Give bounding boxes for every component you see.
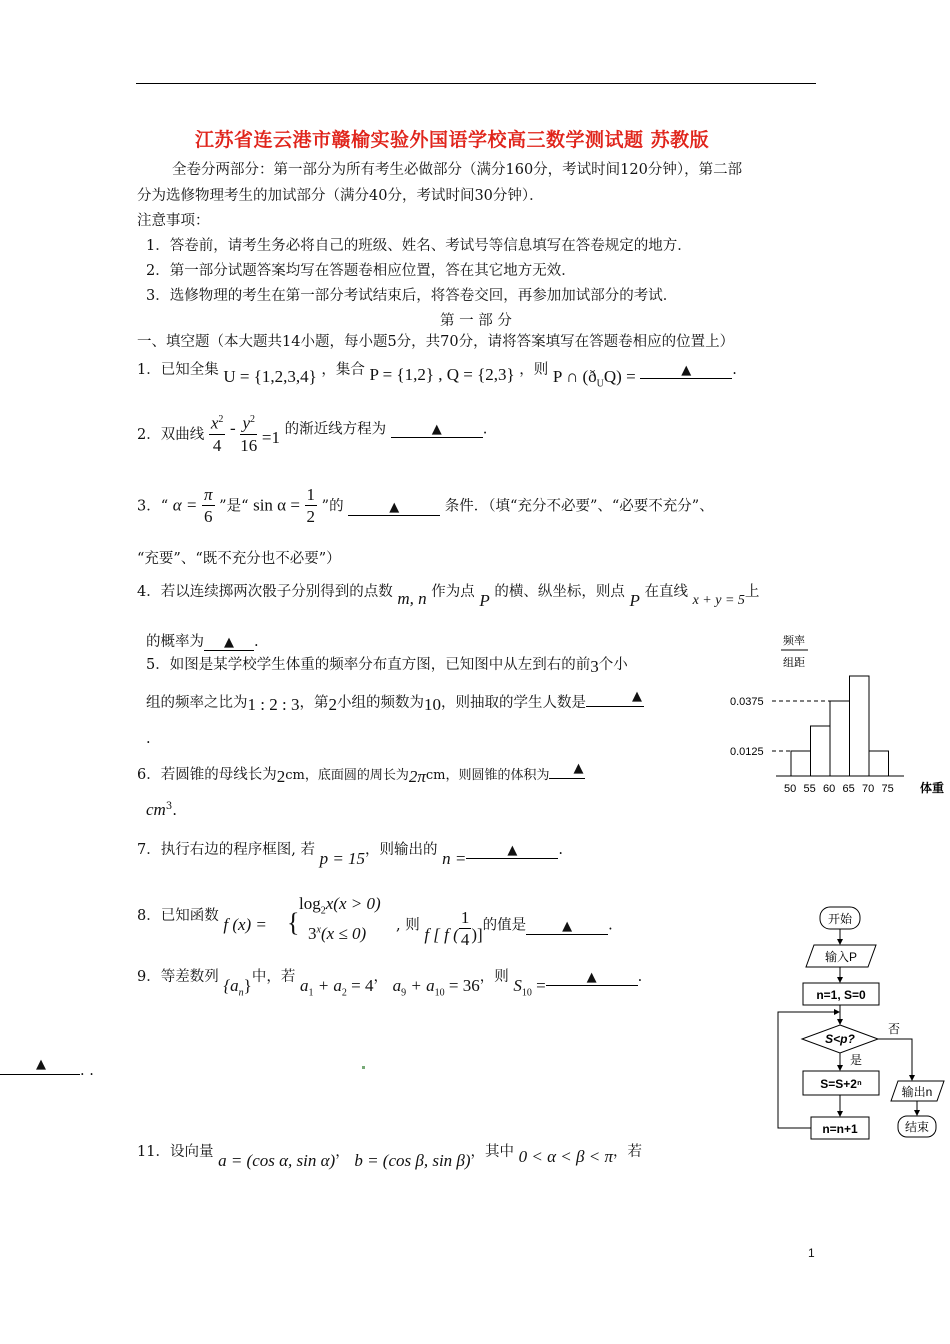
answer-blank-6 [549, 762, 585, 779]
flow-output-label: 输出n [901, 1085, 933, 1099]
q6-text-2: cm，底面圆的周长为 [285, 768, 409, 783]
hist-bar-65-70 [850, 676, 870, 776]
q9-seq-sub: n [238, 987, 244, 999]
question-7 [137, 838, 563, 868]
q8-log-base: 2 [320, 905, 326, 917]
q11-vector-b: b = (cos β, sin β) [354, 1151, 471, 1170]
q9-s: S [513, 976, 522, 995]
q9-text-3: ，则 [479, 969, 509, 985]
q8-close: )] [471, 924, 483, 944]
q7-text-2: ，则输出的 [365, 842, 438, 858]
q4-text-4: 在直线 [644, 584, 688, 600]
header-rule [136, 83, 816, 84]
q9-a10: + a [406, 976, 435, 995]
q9-a9-sub: 9 [401, 987, 407, 999]
q1-sets: P = {1,2} , Q = {2,3} [369, 365, 515, 384]
flow-start-label: 开始 [827, 912, 853, 926]
q8-brace: { [287, 908, 300, 937]
question-1 [137, 358, 737, 390]
triangle-marker: ▲ [431, 422, 442, 438]
q9-eq-4: = 4 [346, 976, 374, 995]
hist-bar-50-55 [791, 751, 811, 776]
q1-text: 1．已知全集 [137, 362, 219, 378]
q5-text-2: 个小 [598, 657, 628, 673]
question-10-fragment [0, 1058, 94, 1079]
q5-text-6: ，则抽取的学生人数是 [440, 695, 586, 711]
q2-text-2: 的渐近线方程为 [284, 421, 387, 438]
answer-blank-7 [466, 842, 558, 859]
q4-line-2 [146, 630, 259, 651]
q9-a1: a [299, 976, 309, 995]
q1-expr: P ∩ (ð [552, 367, 597, 386]
hist-xlabel: 体重 [920, 781, 945, 795]
hist-x-tick-label: 75 [881, 783, 894, 795]
q9-end: . [637, 969, 643, 985]
q8-exp-x: x [316, 924, 321, 936]
q4-point-p-2: P [629, 591, 640, 610]
q11-text: 11．设向量 [137, 1144, 214, 1160]
flow-input-label: 输入P [824, 950, 858, 964]
q9-text-2: 中，若 [251, 969, 296, 985]
answer-blank-2 [391, 421, 483, 438]
q8-case-1-cond: x(x > 0) [325, 894, 381, 913]
q6-unit [146, 800, 177, 820]
flow-no-label: 否 [888, 1022, 901, 1036]
q11-sep: ， [335, 1144, 350, 1160]
q4-text: 4．若以连续掷两次骰子分别得到的点数 [137, 584, 393, 600]
q4-text-5: 上 [744, 584, 760, 600]
q8-end: . [608, 917, 613, 934]
q5-text-5: 小组的频数为 [336, 695, 424, 711]
flow-end-label: 结束 [904, 1120, 930, 1134]
hist-x-tick-label: 50 [784, 783, 797, 795]
q3-denom-2: 2 [306, 507, 316, 526]
notice-2: 2．第一部分试题答案均写在答题卷相应位置，答在其它地方无效． [146, 263, 576, 279]
q2-text: 2．双曲线 [137, 427, 205, 444]
q11-text-2: ，其中 [470, 1144, 515, 1160]
q8-denom-4: 4 [460, 930, 470, 949]
question-5 [146, 653, 628, 674]
q1-universal-set: U = {1,2,3,4} [223, 367, 317, 386]
flowchart [772, 903, 947, 1158]
q3-num-1: 1 [306, 485, 316, 504]
q6-cm-exp: 3 [165, 801, 173, 812]
triangle-marker: ▲ [573, 761, 584, 776]
q3-text-4: 条件．（填“充分不必要”、“必要不充分”、 [444, 498, 714, 515]
question-8 [137, 904, 267, 934]
question-9 [137, 965, 643, 999]
q9-a9: a [392, 976, 402, 995]
triangle-marker: ▲ [681, 363, 692, 378]
q9-s-sub: 10 [521, 987, 532, 999]
q9-seq-close: } [243, 976, 252, 995]
q4-point-p: P [479, 591, 490, 610]
q3-alpha: α = [172, 495, 198, 515]
q11-text-3: ，若 [612, 1144, 642, 1160]
q5-two: 2 [328, 695, 337, 714]
section-heading: 一、填空题（本大题共14小题，每小题5分，共70分，请将答案填写在答题卷相应的位置上） [137, 334, 735, 350]
q3-pi: π [204, 485, 213, 504]
q4-text-3: 的横、纵坐标，则点 [494, 584, 625, 600]
q1-end: . [732, 362, 737, 378]
q2-y-exp: 2 [250, 414, 256, 425]
q8-text-2: , 则 [396, 917, 420, 934]
question-6 [137, 762, 585, 784]
q2-denom-16: 16 [240, 435, 258, 455]
q8-log: log [299, 894, 321, 913]
q5-text: 5．如图是某学校学生体重的频率分布直方图，已知图中从左到右的前 [146, 657, 591, 673]
question-11 [137, 1140, 642, 1170]
q9-a2-sub: 2 [341, 987, 347, 999]
hist-x-tick-label: 60 [823, 783, 836, 795]
page-title: 江苏省连云港市赣榆实验外国语学校高三数学测试题 苏教版 [195, 129, 710, 151]
q1-text-2: ，集合 [321, 362, 365, 378]
q4-mn: m, n [397, 589, 427, 608]
q9-a10-sub: 10 [434, 987, 445, 999]
q6-end: . [172, 801, 177, 819]
q4-text-6: 的概率为 [146, 634, 204, 650]
q5-text-3: 组的频率之比为 [146, 695, 248, 711]
q9-a2: + a [313, 976, 342, 995]
answer-blank-5 [586, 690, 644, 707]
q8-fx: f (x) = [223, 915, 267, 934]
hist-bar-70-75 [869, 751, 889, 776]
q4-end: . [254, 634, 259, 650]
triangle-marker: ▲ [562, 918, 573, 934]
answer-blank-1 [640, 362, 732, 379]
q5-ten: 10 [423, 695, 441, 714]
triangle-marker: ▲ [507, 843, 518, 858]
hist-x-tick-label: 55 [803, 783, 816, 795]
q3-denom-6: 6 [204, 507, 213, 526]
q6-cm: cm [146, 800, 166, 819]
q7-p-value: p = 15 [319, 849, 366, 868]
q2-x: x [210, 413, 219, 433]
q11-vector-a: a = (cos α, sin α) [218, 1151, 336, 1170]
triangle-marker: ▲ [389, 499, 400, 515]
hist-bar-55-60 [811, 726, 831, 776]
triangle-marker: ▲ [224, 635, 234, 650]
q4-line-eq: x + y = 5 [692, 593, 745, 608]
q6-two-pi: 2π [408, 767, 426, 786]
q2-minus: - [230, 418, 236, 438]
answer-blank-3 [348, 499, 440, 516]
question-2 [137, 406, 487, 453]
answer-blank-8 [526, 918, 608, 935]
question-4 [137, 580, 817, 610]
q3-text-2: ”是“ [219, 498, 249, 515]
q2-x-exp: 2 [218, 414, 224, 425]
q2-denom-4: 4 [212, 435, 222, 455]
hist-x-tick-label: 70 [862, 783, 875, 795]
hist-bar-60-65 [830, 701, 850, 776]
q8-num-1: 1 [460, 908, 470, 927]
flow-increment-label: n=n+1 [822, 1122, 858, 1136]
q4-text-2: 作为点 [431, 584, 475, 600]
q5-line-3: . [146, 731, 151, 747]
q3-text-3: ”的 [321, 498, 344, 515]
stray-dot [362, 1066, 365, 1069]
page-number: 1 [808, 1246, 815, 1260]
q2-equals-one: =1 [261, 428, 280, 448]
q8-text-3: 的值是 [482, 917, 527, 934]
triangle-marker: ▲ [631, 689, 642, 704]
q2-end: . [482, 421, 488, 438]
q6-text-3: cm，则圆锥的体积为 [425, 768, 550, 783]
q11-inequality: 0 < α < β < π [518, 1147, 613, 1166]
hist-ylabel-bottom: 组距 [783, 657, 805, 669]
triangle-marker: ▲ [586, 970, 597, 985]
q3-line-2: “充要”、“既不充分也不必要”） [137, 551, 341, 567]
q6-text: 6．若圆锥的母线长为 [137, 767, 277, 783]
q5-text-4: ，第 [299, 695, 329, 711]
q1-text-3: ，则 [519, 362, 549, 378]
q9-sep: ， [373, 969, 389, 985]
hist-y-tick-label: 0.0375 [730, 696, 764, 708]
flow-update-label: S=S+2ⁿ [820, 1077, 862, 1091]
hist-ylabel-top: 频率 [783, 635, 805, 647]
notice-3: 3．选修物理的考生在第一部分考试结束后，将答卷交回，再参加加试部分的考试． [146, 288, 678, 304]
q2-y: y [242, 413, 251, 433]
part-heading: 第 一 部 分 [440, 313, 512, 329]
q7-text: 7．执行右边的程序框图, 若 [137, 842, 315, 858]
histogram-chart [728, 628, 948, 798]
q1-expr-2: Q) = [603, 367, 636, 386]
notice-1: 1．答卷前，请考生务必将自己的班级、姓名、考试号等信息填写在答卷规定的地方． [146, 238, 692, 254]
hist-x-tick-label: 65 [842, 783, 855, 795]
question-3 [137, 485, 714, 528]
intro-line-1: 全卷分两部分：第一部分为所有考生必做部分（满分160分，考试时间120分钟），第二部 [172, 162, 743, 178]
q9-a1-sub: 1 [308, 987, 314, 999]
answer-blank-9 [546, 969, 638, 986]
q5-line-2 [146, 690, 644, 712]
q9-s-eq: = [531, 976, 546, 995]
q7-end: . [558, 842, 563, 858]
q3-text: 3．“ [137, 498, 169, 515]
answer-blank-4 [204, 634, 254, 651]
q10-dots: . . [80, 1063, 94, 1079]
q3-sin: sin α = [253, 495, 300, 515]
q5-three: 3 [590, 657, 599, 676]
triangle-marker: ▲ [36, 1057, 46, 1072]
flow-condition-label: S<p? [825, 1032, 855, 1046]
q9-seq: {a [223, 976, 239, 995]
flow-init-label: n=1, S=0 [816, 988, 866, 1002]
intro-line-2: 分为选修物理考生的加试部分（满分40分，考试时间30分钟）． [137, 188, 544, 204]
q9-text: 9．等差数列 [137, 969, 219, 985]
q7-n: n = [442, 849, 467, 868]
q8-case-2-cond: (x ≤ 0) [320, 924, 367, 943]
q8-ff: f [ f ( [424, 924, 459, 944]
q6-two: 2 [276, 767, 286, 786]
q8-case-2 [308, 924, 366, 944]
q8-case-1 [299, 894, 381, 916]
q8-rest [396, 904, 613, 947]
flow-yes-label: 是 [850, 1053, 863, 1067]
hist-y-tick-label: 0.0125 [730, 746, 764, 758]
q9-eq-36: = 36 [444, 976, 480, 995]
answer-blank-10 [0, 1058, 80, 1075]
q1-expr-sub: U [596, 378, 604, 390]
q5-ratio: 1 : 2 : 3 [247, 695, 300, 714]
notice-title: 注意事项： [137, 213, 210, 229]
q8-text: 8．已知函数 [137, 908, 219, 924]
q8-three: 3 [308, 924, 317, 943]
